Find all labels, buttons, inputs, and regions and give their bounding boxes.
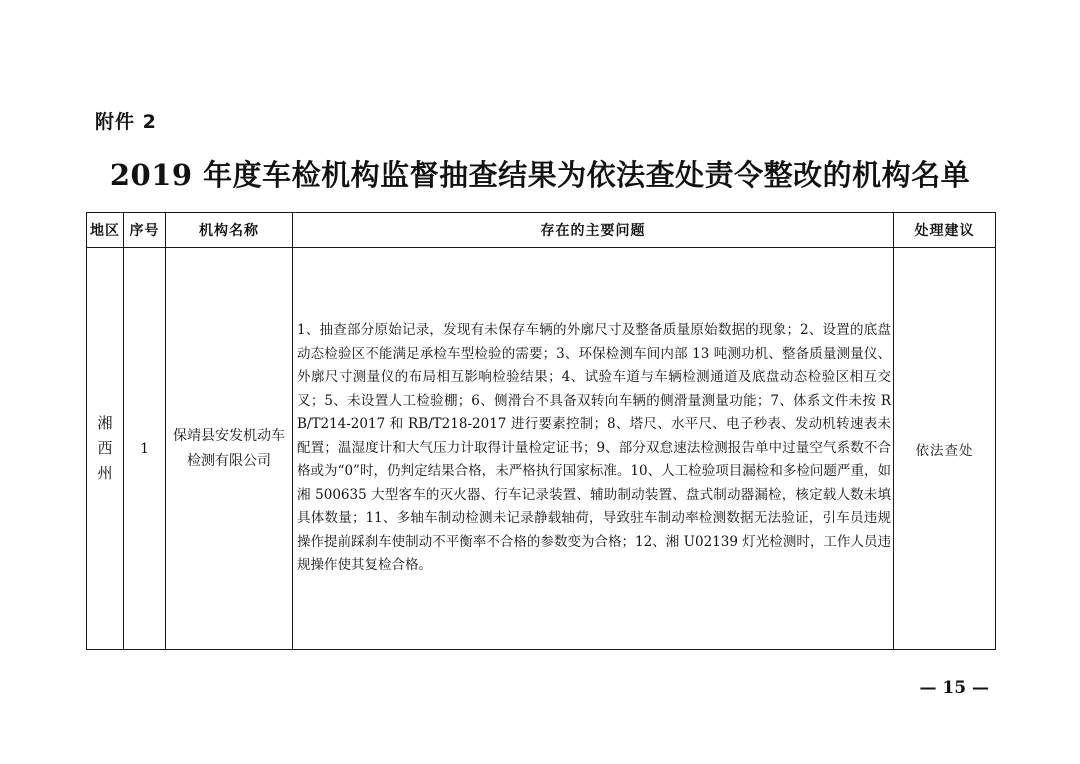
table-header (87, 213, 996, 248)
seq-cell: 1 (124, 248, 166, 650)
issues-text: 1、抽查部分原始记录，发现有未保存车辆的外廓尺寸及整备质量原始数据的现象；2、设置的底盘动态检验区不能满足承检车型检验的需要；3、环保检测车间内部 13 吨测功机、整备质量测量仪、外廓尺寸测量仪的布局相互影响检验结果；4、试验车道与车辆检测通道及底盘动态检验区相互交叉；5、未设置人工检验棚；6、侧滑台不具备双转向车辆的侧滑量测量功能；7、体系文件未按 RB/T214-2017 和 RB/T218-2017 进行要素控制；8、塔尺、水平尺、电子秒表、发动机转速表未配置；温湿度计和大气压力计取得计量检定证书；9、部分双怠速法检测报告单中过量空气系数不合格或为“0”时，仍判定结果合格，未严格执行国家标准。10、人工检验项目漏检和多检问题严重，如湘 500635 大型客车的灭火器、行车记录装置、辅助制动装置、盘式制动器漏检，核定载人数未填具体数量；11、多轴车制动检测未记录静载轴荷，导致驻车制动率检测数据无法验证，引车员违规操作提前踩刹车使制动不平衡率不合格的参数变为合格；12、湘 U02139 灯光检测时，工作人员违规操作使其复检合格。 (297, 322, 891, 574)
header-region: 地区 (87, 213, 124, 248)
page-number: — 15 — (919, 678, 989, 698)
results-table (86, 212, 996, 650)
suggestion-cell: 依法查处 (894, 248, 996, 650)
issues-cell (293, 248, 894, 650)
table-row (87, 248, 996, 650)
name-cell (166, 248, 293, 650)
header-seq: 序号 (124, 213, 166, 248)
header-row (87, 213, 996, 248)
header-issues: 存在的主要问题 (293, 213, 894, 248)
header-name: 机构名称 (166, 213, 293, 248)
region-text: 湘西州 (97, 413, 113, 482)
region-cell (87, 248, 124, 650)
document-title: 2019 年度车检机构监督抽查结果为依法查处责令整改的机构名单 (109, 158, 971, 192)
header-suggestion: 处理建议 (894, 213, 996, 248)
institution-name: 保靖县安发机动车检测有限公司 (173, 427, 285, 469)
attachment-label: 附件 2 (95, 111, 157, 133)
